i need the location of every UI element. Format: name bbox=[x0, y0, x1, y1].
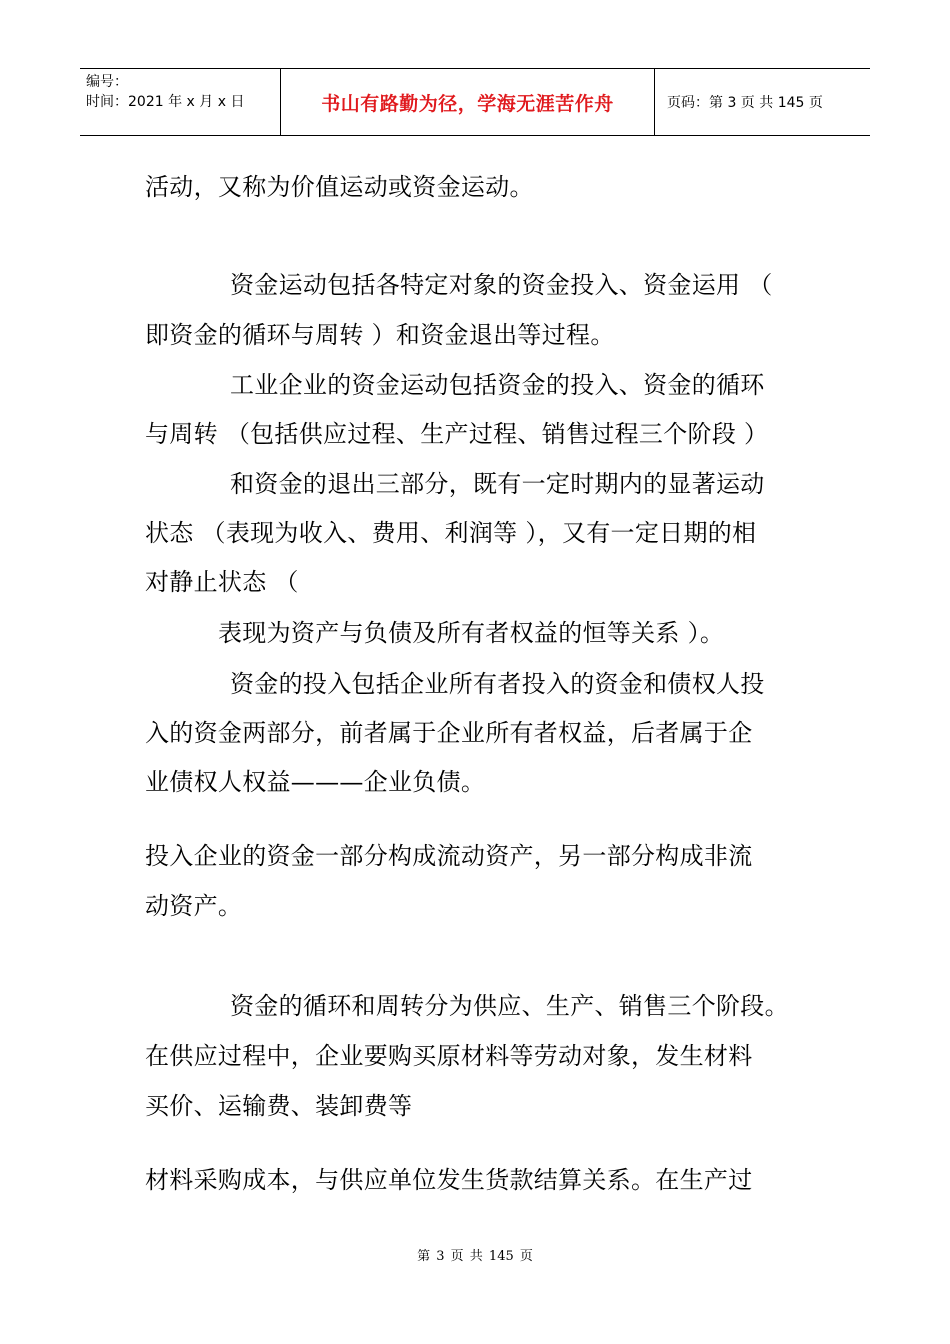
body-line: 表现为资产与负债及所有者权益的恒等关系 ）。 bbox=[218, 619, 725, 647]
body-line: 对静止状态 （ bbox=[145, 568, 299, 596]
body-line: 即资金的循环与周转 ）和资金退出等过程。 bbox=[145, 321, 615, 349]
body-line: 状态 （表现为收入、费用、利润等 ），又有一定日期的相 bbox=[145, 519, 757, 547]
body-line: 与周转 （包括供应过程、生产过程、销售过程三个阶段 ） bbox=[145, 420, 769, 448]
body-line: 在供应过程中，企业要购买原材料等劳动对象，发生材料 bbox=[145, 1042, 753, 1070]
body-line: 业债权人权益———企业负债。 bbox=[145, 768, 486, 796]
header-motto: 书山有路勤为径，学海无涯苦作舟 bbox=[281, 69, 655, 135]
body-line: 活动，又称为价值运动或资金运动。 bbox=[145, 173, 534, 201]
body-line: 入的资金两部分，前者属于企业所有者权益，后者属于企 bbox=[145, 719, 753, 747]
header-page-info: 页码：第 3 页 共 145 页 bbox=[667, 95, 823, 111]
document-time-label: 时间：2021 年 x 月 x 日 bbox=[86, 94, 245, 110]
body-line: 和资金的退出三部分，既有一定时期内的显著运动 bbox=[230, 470, 765, 498]
body-line: 材料采购成本，与供应单位发生货款结算关系。在生产过 bbox=[145, 1166, 753, 1194]
body-line: 动资产。 bbox=[145, 892, 243, 920]
body-line: 资金的循环和周转分为供应、生产、销售三个阶段。 bbox=[230, 992, 789, 1020]
body-line: 资金的投入包括企业所有者投入的资金和债权人投 bbox=[230, 670, 765, 698]
body-line: 投入企业的资金一部分构成流动资产，另一部分构成非流 bbox=[145, 842, 753, 870]
page-footer: 第 3 页 共 145 页 bbox=[417, 1249, 533, 1264]
body-line: 工业企业的资金运动包括资金的投入、资金的循环 bbox=[230, 371, 765, 399]
body-line: 买价、运输费、装卸费等 bbox=[145, 1092, 413, 1120]
document-number-label: 编号： bbox=[86, 74, 128, 90]
body-line: 资金运动包括各特定对象的资金投入、资金运用 （ bbox=[230, 271, 773, 299]
